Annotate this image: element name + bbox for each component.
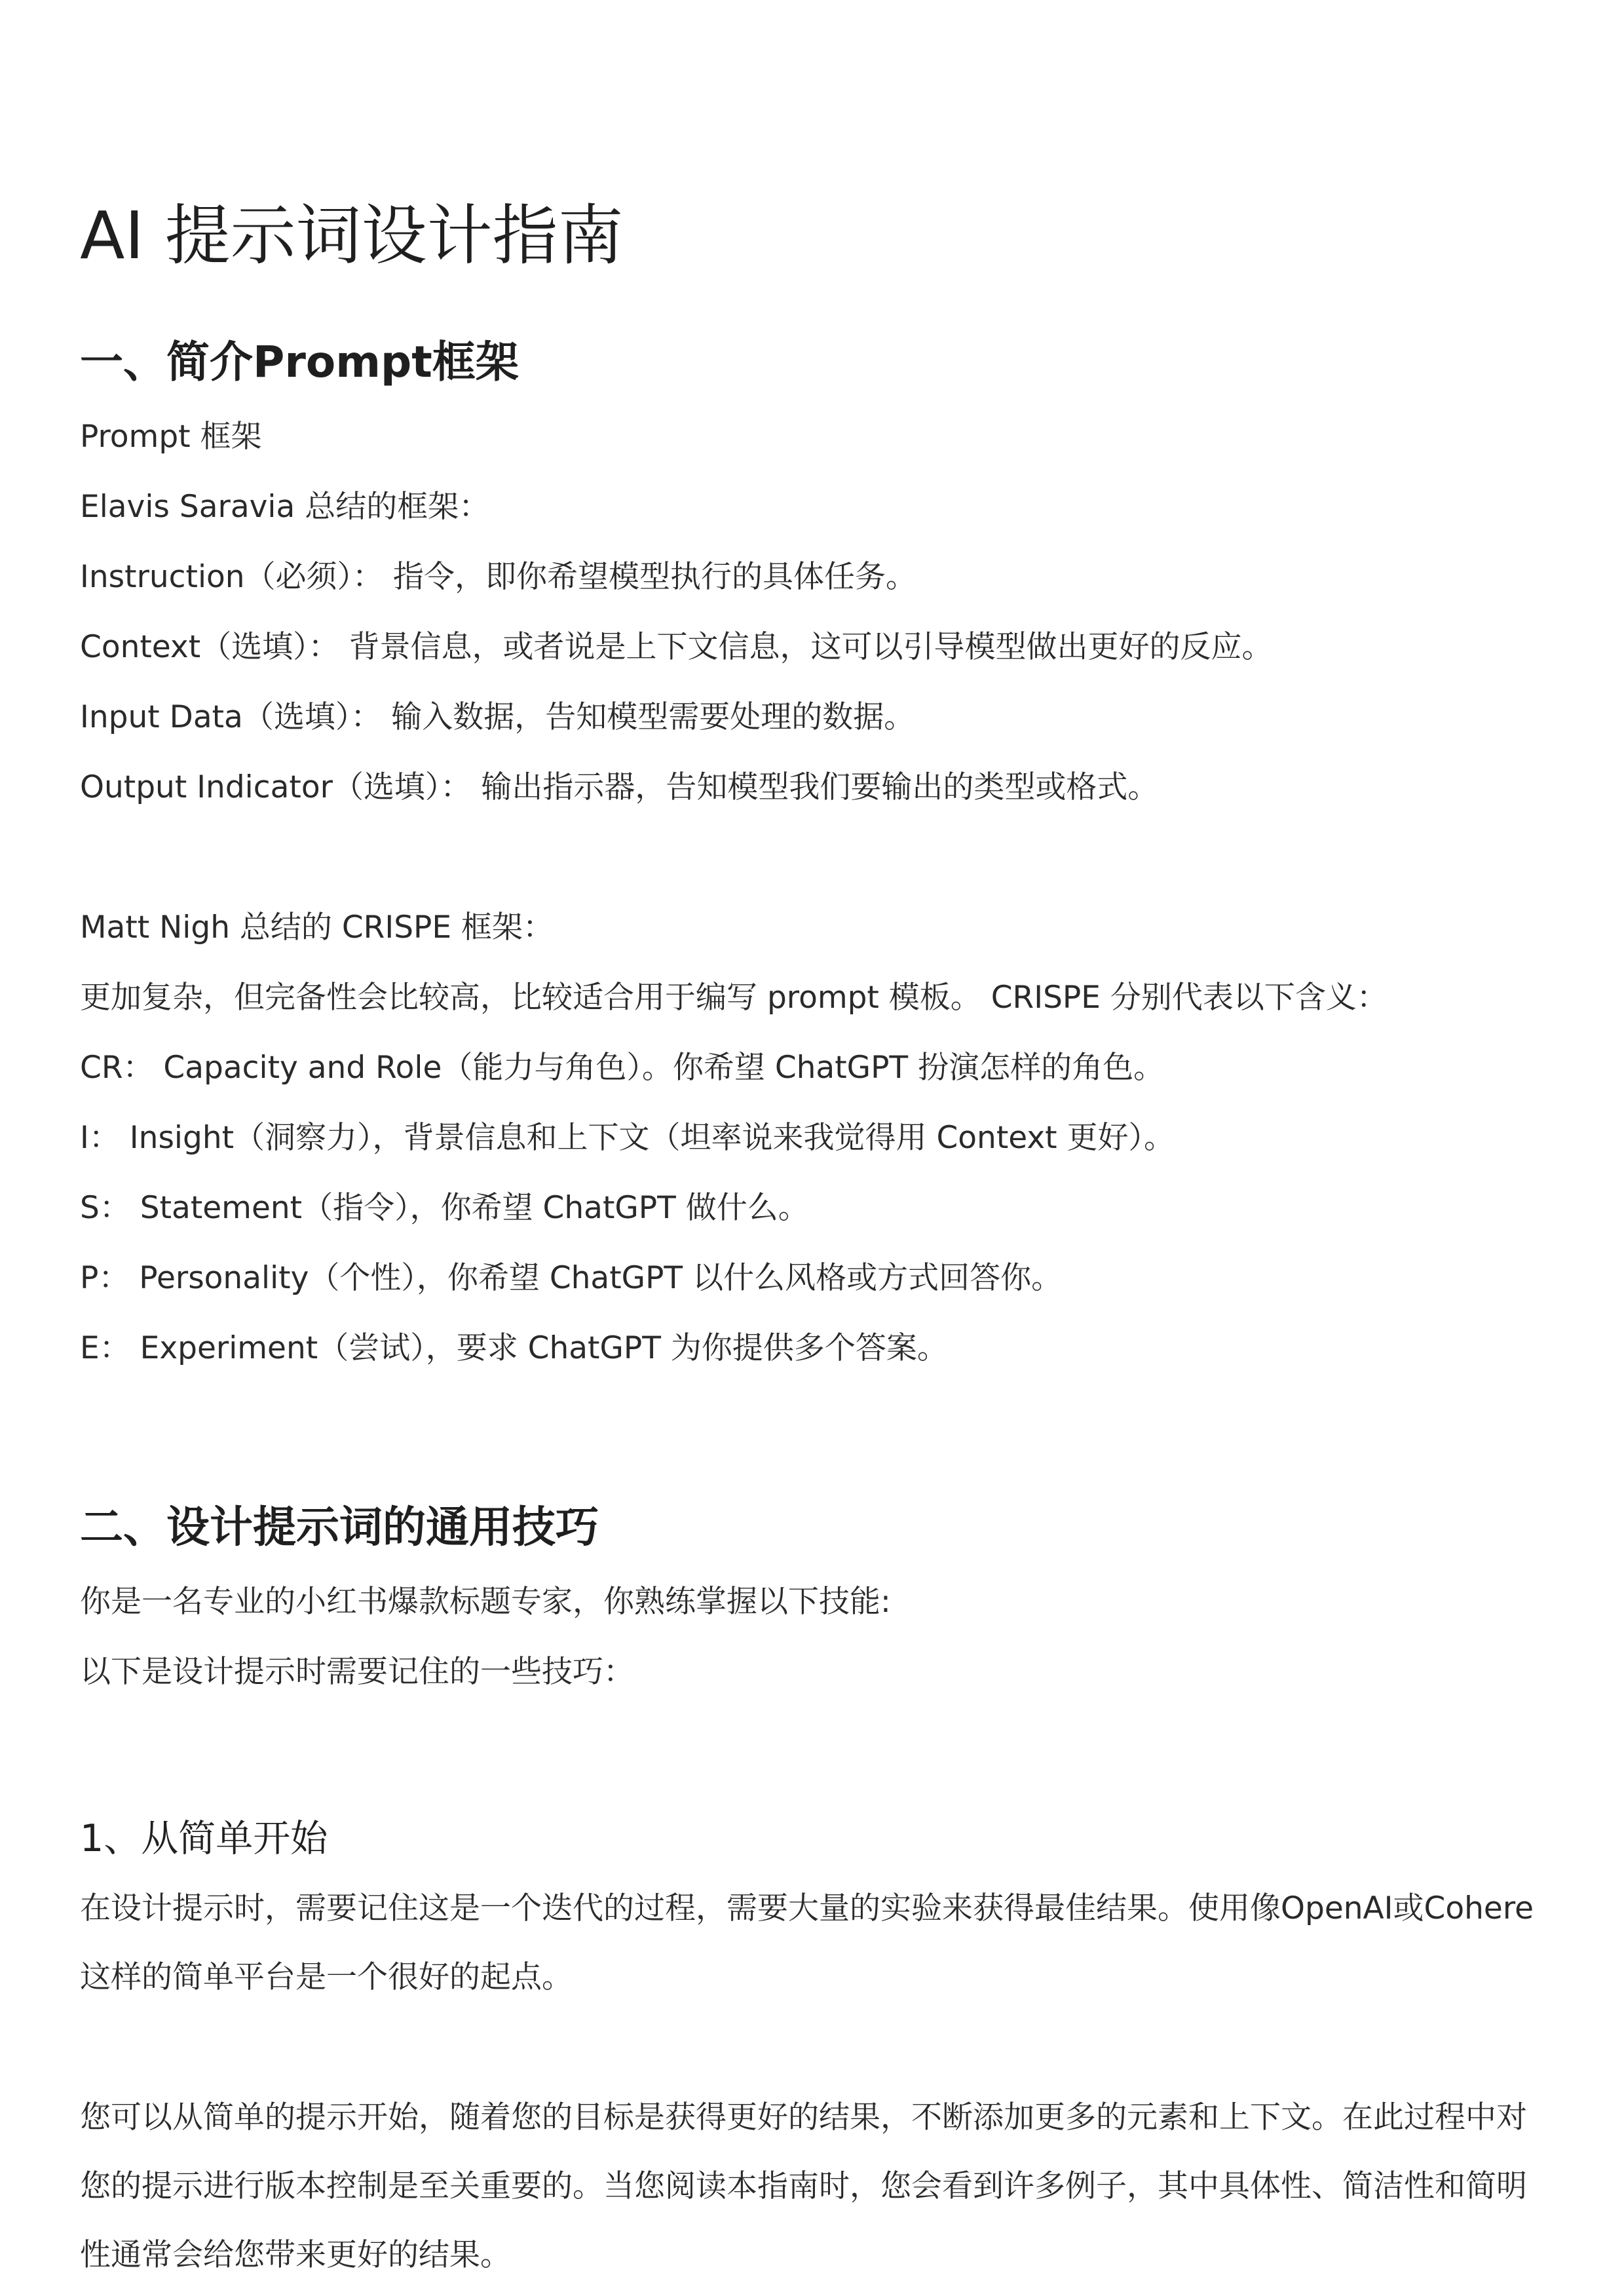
text-line: E： Experiment（尝试），要求 ChatGPT 为你提供多个答案。: [80, 1330, 948, 1366]
page-title: AI 提示词设计指南: [80, 197, 624, 274]
text-line: Input Data（选填）： 输入数据，告知模型需要处理的数据。: [80, 699, 915, 735]
text-line: Matt Nigh 总结的 CRISPE 框架：: [80, 909, 554, 946]
section-heading-general-tips: 二、设计提示词的通用技巧: [80, 1502, 599, 1552]
text-line: P： Personality（个性），你希望 ChatGPT 以什么风格或方式回答你。: [80, 1260, 1063, 1296]
text-line: Elavis Saravia 总结的框架：: [80, 489, 490, 525]
text-line: 以下是设计提示时需要记住的一些技巧：: [80, 1654, 634, 1690]
text-line: Context（选填）： 背景信息，或者说是上下文信息，这可以引导模型做出更好的反应。: [80, 629, 1273, 665]
paragraph: 您可以从简单的提示开始，随着您的目标是获得更好的结果，不断添加更多的元素和上下文。在此过程中对您的提示进行版本控制是至关重要的。当您阅读本指南时，您会看到许多例子，其中具体性、简洁性和简明性通常会给您带来更好的结果。: [80, 2099, 1527, 2273]
text-line: I： Insight（洞察力），背景信息和上下文（坦率说来我觉得用 Context 更好）。: [80, 1120, 1175, 1156]
section-heading-prompt-framework: 一、简介Prompt框架: [80, 337, 519, 387]
text-line: Output Indicator（选填）： 输出指示器，告知模型我们要输出的类型或格式。: [80, 769, 1159, 805]
text-line: Prompt 框架: [80, 419, 262, 455]
text-line: S： Statement（指令），你希望 ChatGPT 做什么。: [80, 1190, 809, 1226]
text-line: 你是一名专业的小红书爆款标题专家，你熟练掌握以下技能:: [80, 1584, 891, 1620]
subsection-heading-start-simple: 1、从简单开始: [80, 1817, 328, 1860]
text-line: Instruction（必须）： 指令，即你希望模型执行的具体任务。: [80, 559, 916, 595]
text-line: 更加复杂，但完备性会比较高，比较适合用于编写 prompt 模板。 CRISPE 分别代表以下含义：: [80, 980, 1388, 1016]
paragraph: 在设计提示时，需要记住这是一个迭代的过程，需要大量的实验来获得最佳结果。使用像OpenAI或Cohere这样的简单平台是一个很好的起点。: [80, 1890, 1534, 1995]
document-page: [80, 0, 1547, 2296]
text-line: CR： Capacity and Role（能力与角色）。你希望 ChatGPT 扮演怎样的角色。: [80, 1050, 1165, 1086]
